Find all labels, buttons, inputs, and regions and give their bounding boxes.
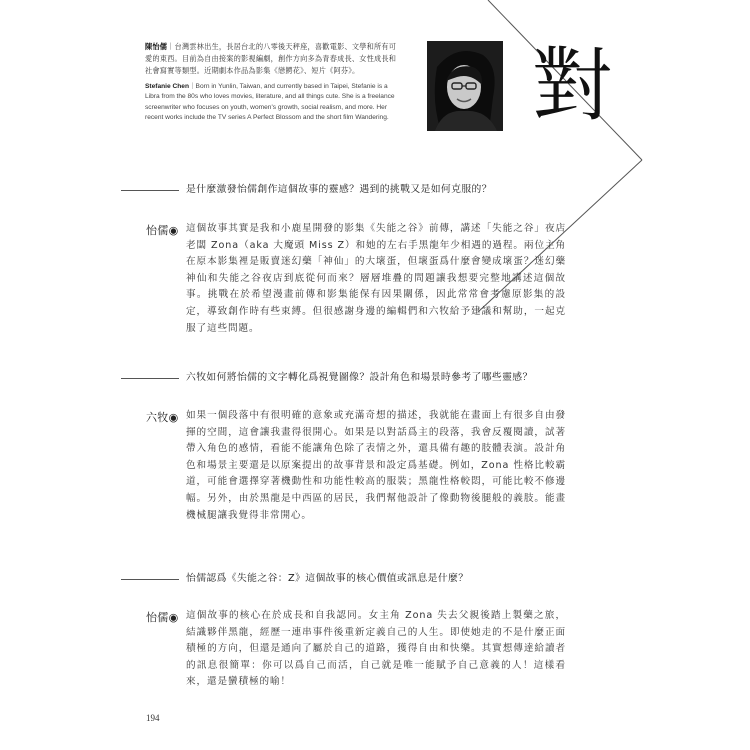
question-rule-1: [121, 190, 179, 191]
question-1: 是什麼激發怡儒創作這個故事的靈感？遇到的挑戰又是如何克服的？: [186, 184, 492, 195]
page-number: 194: [146, 713, 160, 723]
question-rule-2: [121, 378, 179, 379]
heading-character: 對: [532, 39, 612, 132]
speaker-label-2: 六牧◉: [146, 411, 179, 424]
bio-chinese: [145, 41, 403, 77]
bio-name-zh: 陳怡儒: [145, 42, 168, 51]
question-2: 六牧如何將怡儒的文字轉化爲視覺圖像？設計角色和場景時參考了哪些靈感？: [186, 372, 533, 383]
bio-text-en: ｜Born in Yunlin, Taiwan, and currently based in Taipei, Stefanie is a Libra from the 80s who loves movies, literature, and all things cute. She is a freelance screenwriter who focuses on youth, women's growth, social realism, and more. Her recent works include the TV series A Perfect Blossom and the short film Wandering.: [145, 83, 395, 122]
speaker-label-3: 怡儒◉: [146, 611, 179, 624]
answer-2: 如果一個段落中有很明確的意象或充滿奇想的描述，我就能在畫面上有很多自由發揮的空間，這會讓我畫得很開心。如果是以對話爲主的段落，我會反覆閱讀，試著帶入角色的感情，看能不能讓角色除了表情之外，還具備有趣的肢體表演。設計角色和場景主要還是以原案提出的故事背景和設定爲基礎。例如，Zona 性格比較霸道，可能會選擇穿著機動性和功能性較高的服裝；黑龍性格較悶，可能比較不修邊幅。另外，由於黑龍是中西區的居民，我們幫他設計了像動物後腿般的義肢。能畫機械腿讓我覺得非常開心。: [186, 410, 566, 521]
answer-1: 這個故事其實是我和小鹿星開發的影集《失能之谷》前傳，講述「失能之谷」夜店老闆 Zona（aka 大魔頭 Miss Z）和她的左右手黑龍年少相遇的過程。兩位主角在原本影集裡是販賣迷幻藥「神仙」的大壞蛋，但壞蛋爲什麼會變成壞蛋？迷幻藥神仙和失能之谷夜店到底從何而來？層層堆疊的問題讓我想要完整地講述這個故事。挑戰在於希望漫畫前傳和影集能保有因果關係，因此常常會考慮原影集的設定，導致創作時有些束縛。但很感謝身邊的編輯們和六牧給予建議和幫助，一起克服了這些問題。: [186, 223, 566, 334]
question-3: 怡儒認爲《失能之谷：Z》這個故事的核心價值或訊息是什麼？: [186, 573, 469, 584]
bio-english: [145, 82, 403, 124]
question-rule-3: [121, 579, 179, 580]
speaker-label-1: 怡儒◉: [146, 224, 179, 237]
answer-3: 這個故事的核心在於成長和自我認同。女主角 Zona 失去父親後踏上製藥之旅，結識夥伴黑龍，經歷一連串事件後重新定義自己的人生。即使她走的不是什麼正面積極的方向，但還是通向了屬於自己的道路，獲得自由和快樂。其實想傳達給讀者的訊息很簡單：你可以爲自己而活，自己就是唯一能賦予自己意義的人！這樣看來，還是蠻積極的喻！: [186, 610, 566, 688]
bio-text-zh: ｜台灣雲林出生，長居台北的八零後天秤座，喜歡電影、文學和所有可愛的東西。目前為自由接案的影視編劇，創作方向多為青春成長、女性成長和社會寫實等類型。近期劇本作品為影集《戀鰐花》、短片《阿芬》。: [145, 42, 397, 75]
author-portrait-photo: [427, 41, 503, 131]
bio-name-en: Stefanie Chen: [145, 83, 189, 90]
